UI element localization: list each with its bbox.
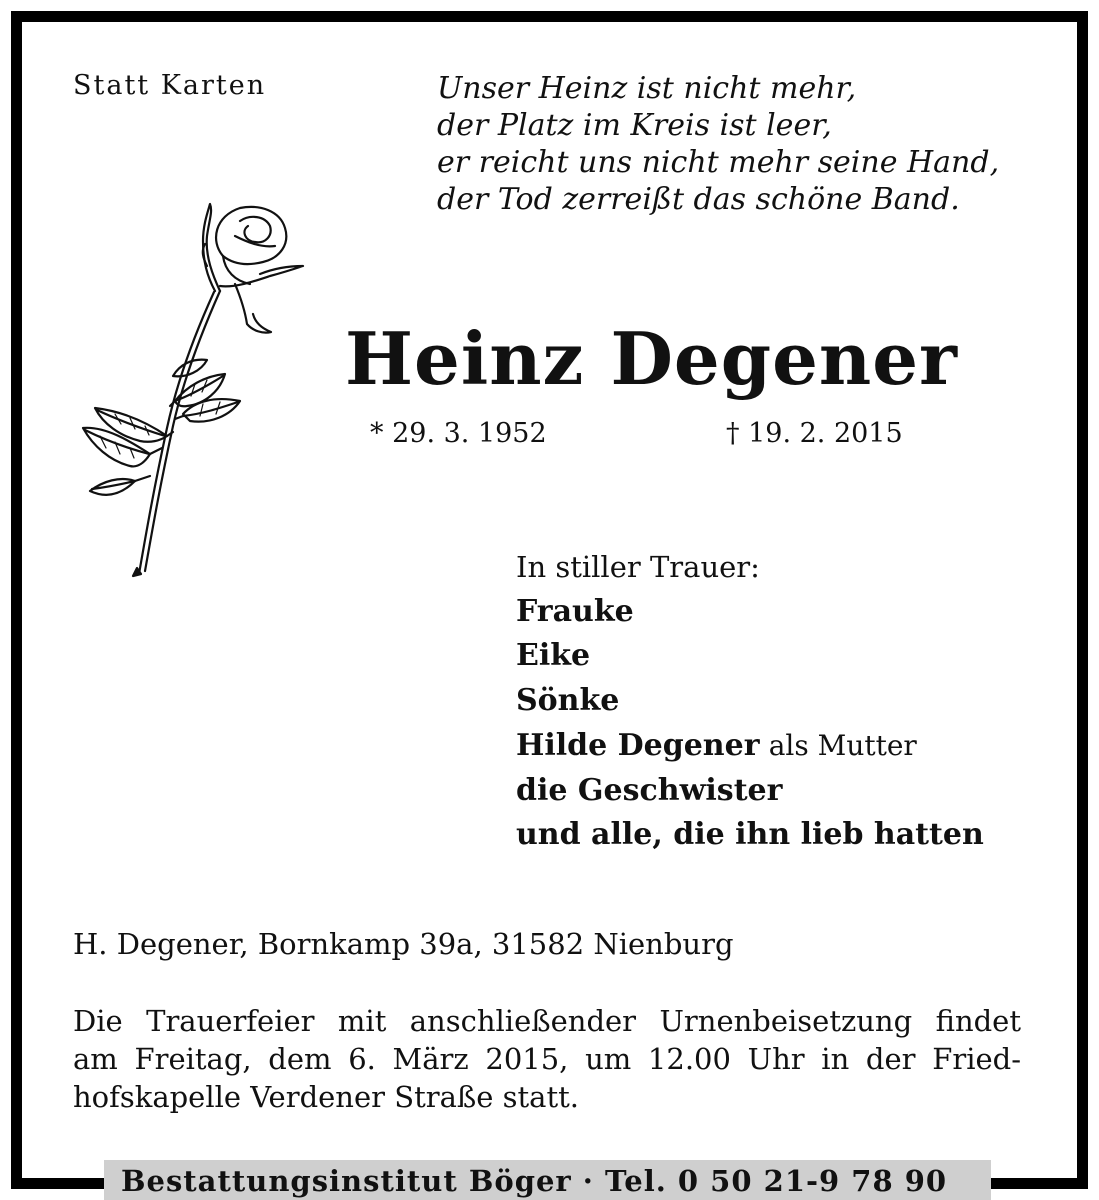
mourner-mother — [516, 723, 984, 769]
mourner-siblings: die Geschwister — [516, 772, 783, 808]
ceremony-line: am Freitag, dem 6. März 2015, um 12.00 Uhr in der Fried- — [73, 1042, 1021, 1076]
rose-icon — [75, 196, 310, 581]
poem-line: er reicht uns nicht mehr seine Hand, — [437, 145, 1000, 180]
mourner-others: und alle, die ihn lieb hatten — [516, 817, 984, 852]
mourners-block — [516, 545, 984, 858]
poem-line: Unser Heinz ist nicht mehr, — [437, 71, 857, 106]
funeral-home-contact: Bestattungsinstitut Böger · Tel. 0 50 21-9 78 90 — [121, 1164, 948, 1198]
ceremony-text — [73, 1002, 1021, 1116]
ceremony-line: Die Trauerfeier mit anschließender Urnenbeisetzung findet — [73, 1004, 1021, 1038]
mourner-name: Sönke — [516, 682, 620, 718]
mourners-intro: In stiller Trauer: — [516, 550, 760, 584]
poem — [437, 70, 999, 218]
deceased-name: Heinz Degener — [345, 316, 958, 401]
mother-relation: als Mutter — [768, 729, 917, 762]
mourner-name: Eike — [516, 638, 591, 673]
birth-date: * 29. 3. 1952 — [370, 418, 547, 449]
death-date: † 19. 2. 2015 — [726, 418, 903, 449]
ceremony-line: hofskapelle Verdener Straße statt. — [73, 1080, 579, 1114]
statt-karten-label: Statt Karten — [73, 70, 267, 101]
poem-line: der Platz im Kreis ist leer, — [437, 108, 832, 143]
mother-name: Hilde Degener — [516, 728, 760, 763]
poem-line: der Tod zerreißt das schöne Band. — [437, 182, 960, 217]
mourner-name: Frauke — [516, 593, 634, 629]
address: H. Degener, Bornkamp 39a, 31582 Nienburg — [73, 927, 734, 961]
